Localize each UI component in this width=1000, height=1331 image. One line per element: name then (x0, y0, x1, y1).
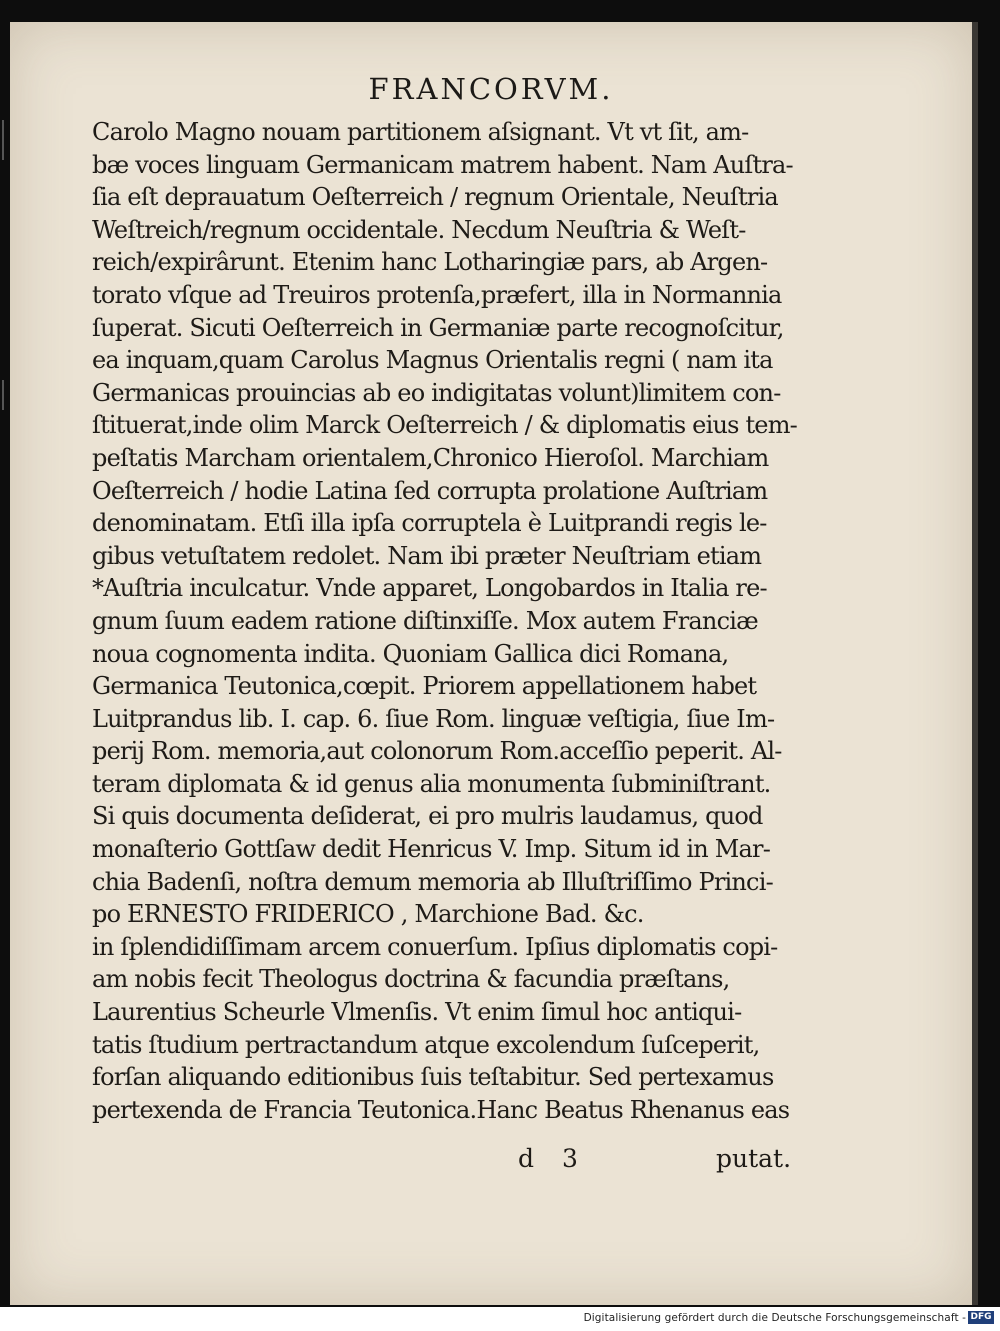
text-line: ſia eſt deprauatum Oeſterreich / regnum Orientale, Neuſtria (92, 183, 778, 212)
page-body-text (92, 116, 822, 1126)
text-line: po ERNESTO FRIDERICO , Marchione Bad. &c. (92, 900, 644, 929)
text-line: Oeſterreich / hodie Latina ſed corrupta prolatione Auſtriam (92, 476, 768, 505)
page-edge (972, 22, 978, 1305)
text-line: Luitprandus lib. I. cap. 6. ſiue Rom. linguæ veſtigia, ſiue Im- (92, 704, 775, 733)
text-line: pertexenda de Francia Teutonica.Hanc Beatus Rhenanus eas (92, 1095, 790, 1124)
text-line: torato vſque ad Treuiros protenſa,præfert, illa in Normannia (92, 280, 782, 309)
text-line: Si quis documenta deſiderat, ei pro mulris laudamus, quod (92, 802, 763, 831)
text-line: chia Badenſi, noſtra demum memoria ab Illuſtriſſimo Princi- (92, 867, 773, 896)
text-line: Carolo Magno nouam partitionem aſsignant. Vt vt ſit, am- (92, 118, 749, 146)
text-line: teram diplomata & id genus alia monumenta ſubminiſtrant. (92, 769, 771, 798)
running-header: FRANCORVM. (368, 72, 614, 106)
text-line: perij Rom. memoria,aut colonorum Rom.acceſſio peperit. Al- (92, 737, 782, 766)
catchword: putat. (716, 1144, 792, 1173)
signature-mark: d 3 (518, 1144, 588, 1173)
text-line: Weſtreich/regnum occidentale. Necdum Neuſtria & Weſt- (92, 215, 746, 244)
text-line: Laurentius Scheurle Vlmenſis. Vt enim ſimul hoc antiqui- (92, 998, 742, 1027)
margin-mark (2, 120, 4, 160)
text-line: monaſterio Gottſaw dedit Henricus V. Imp. Situm id in Mar- (92, 835, 771, 864)
text-line: in ſplendidiſſimam arcem conuerſum. Ipſius diplomatis copi- (92, 932, 778, 961)
text-line: reich/expirârunt. Etenim hanc Lotharingiæ pars, ab Argen- (92, 248, 768, 277)
text-line: Germanica Teutonica,cœpit. Priorem appellationem habet (92, 672, 757, 701)
text-line: forſan aliquando editionibus ſuis teſtabitur. Sed pertexamus (92, 1063, 774, 1092)
book-page (10, 22, 972, 1305)
digitization-credit: Digitalisierung gefördert durch die Deutsche Forschungsgemeinschaft - (583, 1312, 966, 1324)
page-footer (10, 1132, 972, 1173)
text-line: gibus vetuſtatem redolet. Nam ibi præter Neuſtriam etiam (92, 541, 762, 570)
margin-mark (2, 380, 4, 410)
text-line: tatis ſtudium pertractandum atque excolendum ſuſceperit, (92, 1030, 760, 1059)
text-line: gnum ſuum eadem ratione diſtinxiſſe. Mox autem Franciæ (92, 606, 758, 635)
text-line: Germanicas prouincias ab eo indigitatas volunt)limitem con- (92, 378, 781, 407)
text-line: bæ voces linguam Germanicam matrem habent. Nam Auſtra- (92, 150, 793, 179)
text-line: ſtituerat,inde olim Marck Oeſterreich / & diplomatis eius tem- (92, 411, 797, 440)
text-line: ea inquam,quam Carolus Magnus Orientalis regni ( nam ita (92, 346, 773, 375)
text-line: am nobis fecit Theologus doctrina & facundia præſtans, (92, 965, 730, 994)
dfg-logo: DFG (968, 1311, 994, 1324)
text-line: ſuperat. Sicuti Oeſterreich in Germaniæ parte recognoſcitur, (92, 313, 784, 342)
text-line: noua cognomenta indita. Quoniam Gallica dici Romana, (92, 639, 729, 668)
text-line: *Auſtria inculcatur. Vnde apparet, Longobardos in Italia re- (92, 574, 767, 603)
text-line: denominatam. Etſi illa ipſa corruptela è Luitprandi regis le- (92, 509, 767, 538)
text-line: peſtatis Marcham orientalem,Chronico Hieroſol. Marchiam (92, 443, 769, 472)
